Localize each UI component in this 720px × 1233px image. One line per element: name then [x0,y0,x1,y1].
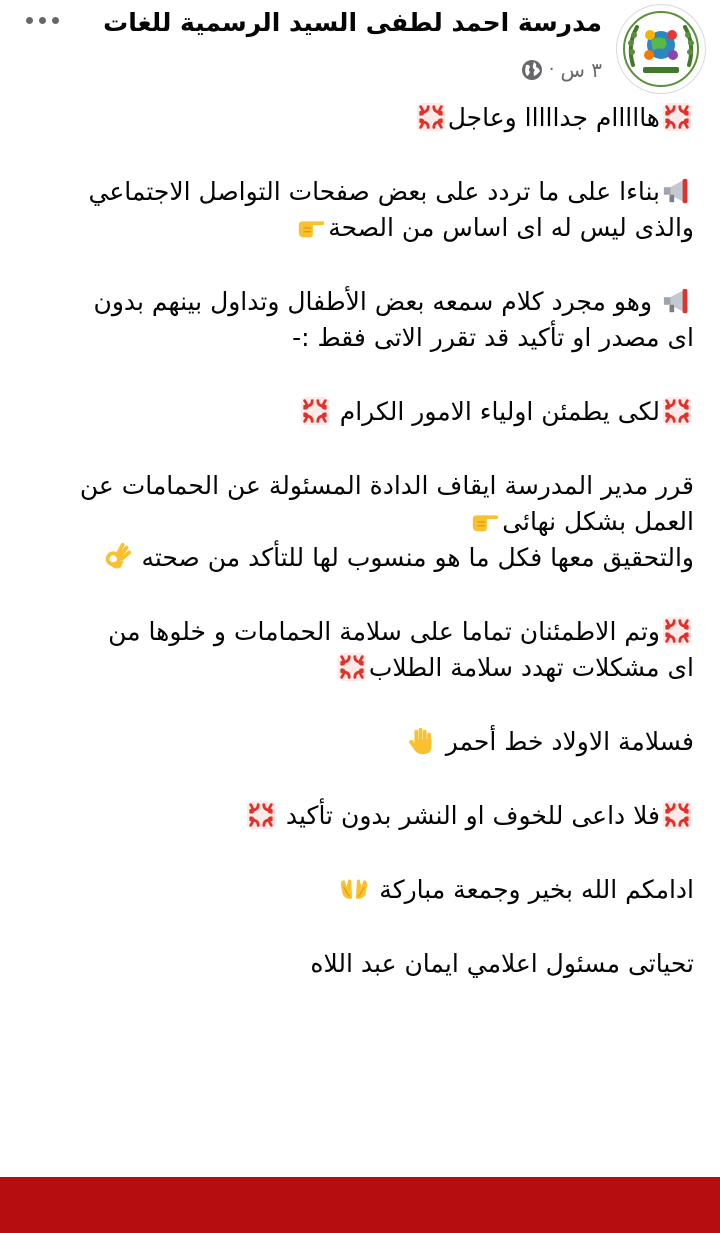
text-fragment: اى مصدر او تأكيد قد تقرر الاتى فقط :- [292,323,694,352]
globe-icon [521,59,543,81]
pointing-hand-icon [296,212,326,242]
more-options-icon [26,17,33,24]
text-line [14,872,694,908]
text-fragment: لكى يطمئن اولياء الامور الكرام [339,397,660,426]
more-options-button[interactable] [18,6,66,34]
raised-hand-icon [406,726,436,756]
text-fragment: هااااام جدااااا وعاجل [447,103,660,132]
post-paragraph [14,872,694,908]
more-options-icon [39,17,46,24]
text-line [14,798,694,834]
text-line [14,284,694,320]
text-line [14,100,694,136]
text-fragment: اى مشكلات تهدد سلامة الطلاب [368,653,694,682]
ok-hand-icon [102,542,132,572]
post-header [0,0,720,96]
open-hands-icon [339,874,369,904]
post-paragraph [14,724,694,760]
anger-icon [300,396,330,426]
page-avatar[interactable] [616,4,706,94]
anger-icon [662,616,692,646]
text-fragment: بناءا على ما تردد على بعض صفحات التواصل الاجتماعي [88,177,660,206]
post-paragraph [14,284,694,356]
text-line [14,540,694,576]
post-paragraph [14,468,694,576]
text-line [14,504,694,540]
school-logo [617,5,705,93]
text-line [14,946,694,982]
text-line [14,468,694,504]
more-options-icon [52,17,59,24]
post-paragraph [14,100,694,136]
text-line [14,650,694,686]
post-paragraph [14,798,694,834]
post-timestamp[interactable]: ٣ س [560,58,602,82]
text-fragment: والذى ليس له اى اساس من الصحة [328,213,694,242]
text-fragment: فلا داعى للخوف او النشر بدون تأكيد [285,801,660,830]
text-fragment: تحياتى مسئول اعلامي ايمان عبد اللاه [310,949,694,978]
text-line [14,614,694,650]
text-line [14,394,694,430]
anger-icon [337,652,367,682]
text-fragment: العمل بشكل نهائى [502,507,694,536]
meta-separator: · [548,59,555,80]
post-meta [521,52,602,88]
loudspeaker-icon [662,286,692,316]
text-fragment: وهو مجرد كلام سمعه بعض الأطفال وتداول بينهم بدون [93,287,653,316]
text-line [14,320,694,356]
anger-icon [662,396,692,426]
anger-icon [416,102,446,132]
anger-icon [662,800,692,830]
text-line [14,210,694,246]
post-paragraph [14,946,694,982]
post-paragraph [14,174,694,246]
post-paragraph [14,614,694,686]
anger-icon [662,102,692,132]
text-fragment: قرر مدير المدرسة ايقاف الدادة المسئولة عن الحمامات عن [79,471,694,500]
text-fragment: والتحقيق معها فكل ما هو منسوب لها للتأكد من صحته [141,543,694,572]
text-line [14,174,694,210]
footer-red-bar [0,1177,720,1233]
post-paragraph [14,394,694,430]
text-fragment: ادامكم الله بخير وجمعة مباركة [379,875,694,904]
text-fragment: وتم الاطمئنان تماما على سلامة الحمامات و خلوها من [108,617,660,646]
post-body [14,100,694,1020]
text-fragment: فسلامة الاولاد خط أحمر [445,727,694,756]
anger-icon [246,800,276,830]
page-name-link[interactable]: مدرسة احمد لطفى السيد الرسمية للغات [103,8,602,37]
loudspeaker-icon [662,176,692,206]
pointing-hand-icon [470,506,500,536]
text-line [14,724,694,760]
